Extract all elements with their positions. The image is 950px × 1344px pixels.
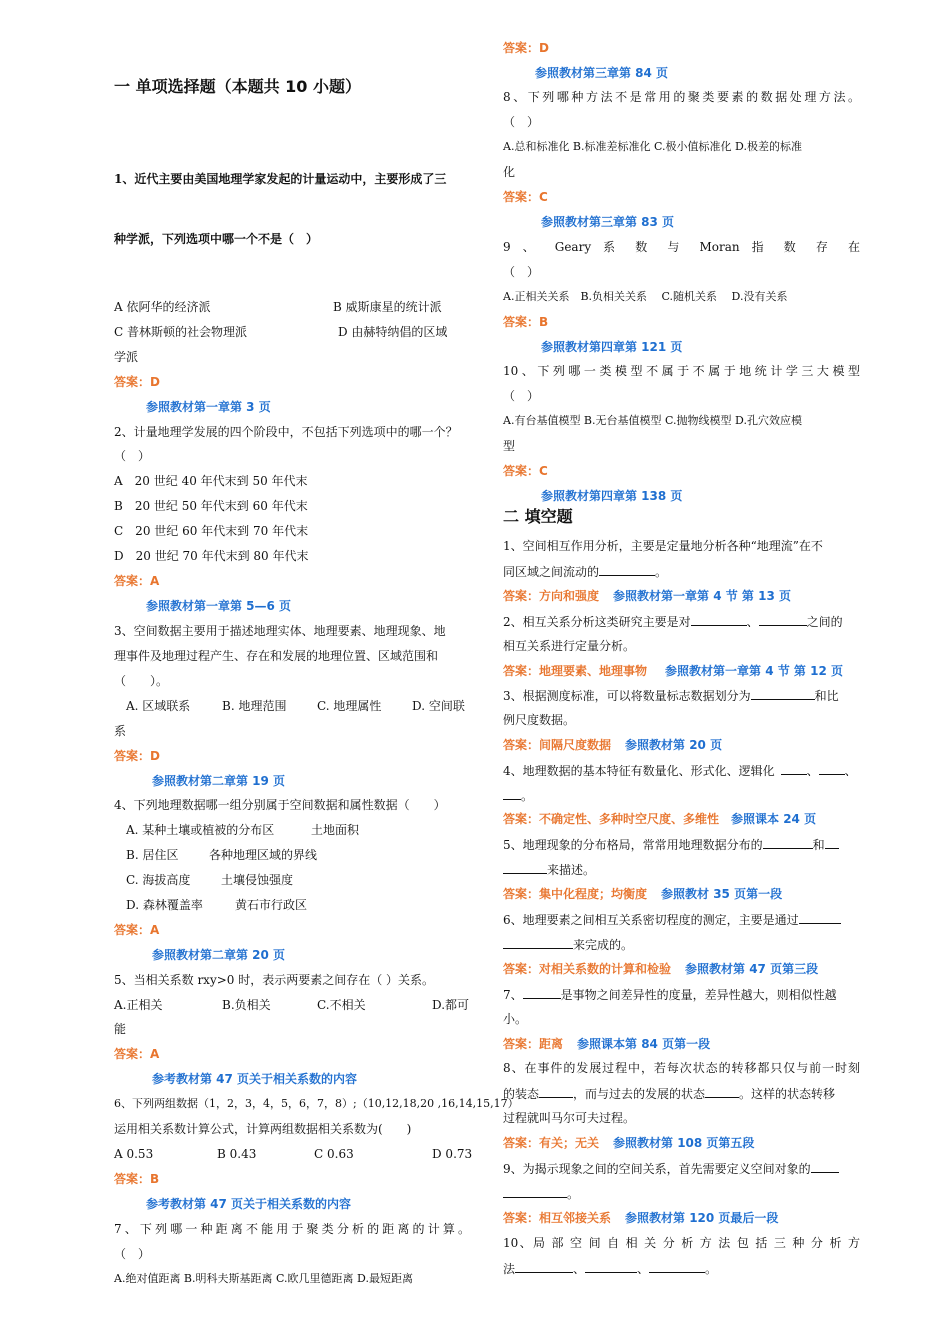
q5-option-d-cont: 能 [114, 1022, 127, 1036]
q9-stem-line1: 9 、 Geary 系 数 与 Moran 指 数 存 在 [503, 240, 860, 254]
q1-answer-label: 答案： [114, 375, 151, 389]
q2-answer: A [150, 574, 160, 588]
q4-option-d-attr: 黄石市行政区 [235, 898, 308, 912]
f5-text-end: 来描述。 [547, 863, 596, 877]
q3-option-c: C. 地理属性 [317, 699, 382, 713]
f1-answer: 方向和强度 [539, 589, 600, 603]
f6-text-end: 来完成的。 [573, 938, 634, 952]
f4-line1 [503, 762, 860, 779]
f8-answer: 有关；无关 [539, 1136, 600, 1150]
q4-option-d: D. 森林覆盖率 [126, 898, 203, 912]
q5-answer-label: 答案： [114, 1047, 151, 1061]
f9-blank-a [811, 1160, 839, 1173]
f4-blank-3 [503, 787, 521, 800]
f7-blank [523, 986, 561, 999]
f4-blank-1 [781, 762, 807, 775]
f2-text-end: 之间的 [806, 615, 843, 629]
q4-option-b-attr: 各种地理区域的界线 [209, 848, 318, 862]
f6-text: 6、地理要素之间相互关系密切程度的测定，主要是通过 [503, 913, 799, 927]
f1-line1: 1、空间相互作用分析，主要是定量地分析各种“地理流”在不 [503, 539, 823, 553]
f9-blank [503, 1185, 567, 1198]
q3-stem-line3: （ ）。 [114, 674, 169, 688]
section-title-fill-blank: 二 填空题 [503, 507, 573, 526]
f1-line2 [503, 563, 860, 580]
q5-reference: 参考教材第 47 页关于相关系数的内容 [152, 1072, 358, 1086]
q4-option-a: A. 某种土壤或植被的分布区 [126, 823, 275, 837]
f7-text: 是事物之间差异性的度量，差异性越大，则相似性越 [560, 988, 837, 1002]
f1-reference: 参照教材第一章第 4 节 第 13 页 [613, 589, 791, 603]
q1-answer: D [150, 375, 160, 389]
f8-blank-2 [705, 1085, 739, 1098]
q5-option-a: A.正相关 [114, 998, 163, 1012]
f1-blank [599, 563, 655, 576]
f9-line1 [503, 1160, 860, 1177]
f7-text-start: 7、 [503, 988, 523, 1002]
q10-stem-line2: （ ） [503, 389, 540, 403]
q3-option-d: D. 空间联 [412, 699, 465, 713]
q8-stem-line2: （ ） [503, 115, 540, 129]
f4-separator-1: 、 [806, 764, 819, 778]
f5-blank-2 [503, 861, 547, 874]
f10-separator-1: 、 [573, 1262, 586, 1276]
q2-stem-line2: （ ） [114, 449, 151, 463]
q6-option-a: A 0.53 [114, 1147, 154, 1161]
f2-answer: 地理要素、地理事物 [539, 664, 648, 678]
f8-answer-label: 答案： [503, 1136, 540, 1150]
f3-reference: 参照教材第 20 页 [625, 738, 723, 752]
f3-text: 3、根据测度标准，可以将数量标志数据划分为 [503, 689, 751, 703]
f7-answer: 距离 [539, 1037, 564, 1051]
q6-reference: 参考教材第 47 页关于相关系数的内容 [146, 1197, 352, 1211]
q10-stem-line1: 10、下列哪一类模型不属于不属于地统计学三大模型 [503, 364, 860, 378]
section-title-single-choice: 一 单项选择题（本题共 10 小题） [114, 77, 361, 96]
q4-option-b: B. 居住区 [126, 848, 179, 862]
q9-options: A.正相关关系 B.负相关关系 C.随机关系 D.没有关系 [503, 290, 788, 303]
f10-blank-3 [649, 1260, 705, 1273]
f10-text-end: 。 [705, 1262, 718, 1276]
q9-answer-label: 答案： [503, 315, 540, 329]
q4-option-c: C. 海拔高度 [126, 873, 191, 887]
q8-answer-label: 答案： [503, 190, 540, 204]
q10-options-cont: 型 [503, 439, 516, 453]
f5-reference: 参照教材 35 页第一段 [661, 887, 783, 901]
q7-options: A.绝对值距离 B.明科夫斯基距离 C.欧几里德距离 D.最短距离 [114, 1272, 413, 1285]
q5-answer: A [150, 1047, 160, 1061]
f7-answer-label: 答案： [503, 1037, 540, 1051]
q3-option-a: A. 区域联系 [126, 699, 191, 713]
f8-line3: 过程就叫马尔可夫过程。 [503, 1111, 636, 1125]
f8-line1: 8、在事件的发展过程中，若每次状态的转移都只仅与前一时刻 [503, 1061, 860, 1075]
q2-option-c: C 20 世纪 60 年代末到 70 年代末 [114, 524, 309, 538]
q7-stem-line1: 7、下列哪一种距离不能用于聚类分析的距离的计算。 [114, 1222, 470, 1236]
f2-line2: 相互关系进行定量分析。 [503, 639, 636, 653]
q10-options: A.有台基值模型 B.无台基值模型 C.抛物线模型 D.孔穴效应模 [503, 414, 802, 427]
q6-option-c: C 0.63 [314, 1147, 354, 1161]
f6-blank-a [799, 911, 841, 924]
f2-answer-label: 答案： [503, 664, 540, 678]
q2-option-a: A 20 世纪 40 年代末到 50 年代末 [114, 474, 308, 488]
q4-answer: A [150, 923, 160, 937]
q6-option-b: B 0.43 [217, 1147, 257, 1161]
f10-blank-1 [515, 1260, 573, 1273]
f10-text: 法 [503, 1262, 516, 1276]
f10-separator-2: 、 [637, 1262, 650, 1276]
q3-stem-line2: 理事件及地理过程产生、存在和发展的地理位置、区域范围和 [114, 649, 439, 663]
f3-line2: 例尺度数据。 [503, 713, 576, 727]
q2-answer-label: 答案： [114, 574, 151, 588]
q5-option-c: C.不相关 [317, 998, 366, 1012]
q6-stem-line1: 6、下列两组数据（1，2，3，4，5，6，7，8）;（10,12,18,20 ,16,14,15,17） [114, 1097, 519, 1110]
q8-stem-line1: 8、下列哪种方法不是常用的聚类要素的数据处理方法。 [503, 90, 860, 104]
q4-answer-label: 答案： [114, 923, 151, 937]
q6-stem-line2: 运用相关系数计算公式，计算两组数据相关系数为( ) [114, 1122, 412, 1136]
q1-option-d-cont: 学派 [114, 350, 139, 364]
f2-reference: 参照教材第一章第 4 节 第 12 页 [665, 664, 843, 678]
f4-answer: 不确定性、多种时空尺度、多维性 [539, 812, 720, 826]
f9-answer-label: 答案： [503, 1211, 540, 1225]
q1-option-a: A 依阿华的经济派 [114, 300, 211, 314]
f2-blank-2 [759, 613, 807, 626]
q3-answer: D [150, 749, 160, 763]
q2-option-b: B 20 世纪 50 年代末到 60 年代末 [114, 499, 308, 513]
f6-line2 [503, 936, 860, 953]
f4-answer-label: 答案： [503, 812, 540, 826]
f3-blank [751, 687, 815, 700]
f6-answer: 对相关系数的计算和检验 [539, 962, 672, 976]
f8-line2 [503, 1085, 860, 1102]
f2-line1 [503, 613, 860, 630]
q8-options-cont: 化 [503, 165, 516, 179]
q1-option-c: C 普林斯顿的社会物理派 [114, 325, 247, 339]
f8-text: 的装态 [503, 1087, 540, 1101]
f9-line2 [503, 1185, 860, 1202]
q1-stem-line1: 1、近代主要由美国地理学家发起的计量运动中，主要形成了三 [114, 172, 447, 186]
f2-text: 2、相互关系分析这类研究主要是对 [503, 615, 691, 629]
f1-answer-label: 答案： [503, 589, 540, 603]
q5-option-b: B.负相关 [222, 998, 271, 1012]
q10-reference: 参照教材第四章第 138 页 [541, 489, 683, 503]
q8-options: A.总和标准化 B.标准差标准化 C.极小值标准化 D.极差的标准 [503, 140, 802, 153]
f4-line2 [503, 787, 860, 804]
q8-answer: C [539, 190, 548, 204]
f9-text: 9、为揭示现象之间的空间关系，首先需要定义空间对象的 [503, 1162, 811, 1176]
f4-text-end: 。 [521, 789, 534, 803]
q5-option-d: D.都可 [432, 998, 470, 1012]
q7-reference: 参照教材第三章第 84 页 [535, 66, 669, 80]
q1-reference: 参照教材第一章第 3 页 [146, 400, 271, 414]
q2-stem-line1: 2、计量地理学发展的四个阶段中，不包括下列选项中的哪一个？ [114, 425, 458, 439]
q10-answer: C [539, 464, 548, 478]
q5-stem: 5、当相关系数 rxy>0 时，表示两要素之间存在（ ）关系。 [114, 973, 435, 987]
f6-line1 [503, 911, 860, 928]
f10-blank-2 [585, 1260, 637, 1273]
f9-answer: 相互邻接关系 [539, 1211, 612, 1225]
f5-blank-1 [763, 836, 813, 849]
f3-line1 [503, 687, 860, 704]
f2-separator: 、 [746, 615, 759, 629]
f5-text: 5、地理现象的分布格局，常常用地理数据分布的 [503, 838, 763, 852]
q3-option-b: B. 地理范围 [222, 699, 287, 713]
f6-reference: 参照教材第 47 页第三段 [685, 962, 819, 976]
f5-separator: 和 [812, 838, 825, 852]
f9-text-end: 。 [567, 1187, 580, 1201]
f7-line2: 小。 [503, 1012, 528, 1026]
q4-stem: 4、下列地理数据哪一组分别属于空间数据和属性数据（ ） [114, 798, 446, 812]
q4-option-a-attr: 土地面积 [311, 823, 360, 837]
q2-option-d: D 20 世纪 70 年代末到 80 年代末 [114, 549, 309, 563]
f6-answer-label: 答案： [503, 962, 540, 976]
f5-line1 [503, 836, 860, 853]
q1-option-d: D 由赫特纳倡的区域 [338, 325, 448, 339]
q3-reference: 参照教材第二章第 19 页 [152, 774, 286, 788]
f8-reference: 参照教材第 108 页第五段 [613, 1136, 755, 1150]
f3-answer-label: 答案： [503, 738, 540, 752]
f1-text: 同区域之间流动的 [503, 565, 600, 579]
f4-reference: 参照课本 24 页 [731, 812, 817, 826]
f10-line1: 10、局 部 空 间 自 相 关 分 析 方 法 包 括 三 种 分 析 方 [503, 1236, 860, 1250]
q4-reference: 参照教材第二章第 20 页 [152, 948, 286, 962]
q7-answer-label: 答案： [503, 41, 540, 55]
q3-option-d-cont: 系 [114, 724, 127, 738]
f10-line2 [503, 1260, 860, 1277]
f8-blank-1 [539, 1085, 573, 1098]
f2-blank-1 [691, 613, 747, 626]
q10-answer-label: 答案： [503, 464, 540, 478]
q3-answer-label: 答案： [114, 749, 151, 763]
q6-answer-label: 答案： [114, 1172, 151, 1186]
q9-answer: B [539, 315, 549, 329]
f4-blank-2 [819, 762, 845, 775]
q2-reference: 参照教材第一章第 5—6 页 [146, 599, 292, 613]
q7-stem-line2: （ ） [114, 1247, 151, 1261]
q4-option-c-attr: 土壤侵蚀强度 [221, 873, 294, 887]
f7-line1 [503, 986, 860, 1003]
q1-stem-line2: 种学派，下列选项中哪一个不是（ ） [114, 232, 319, 246]
f5-blank-2a [825, 836, 839, 849]
f5-answer-label: 答案： [503, 887, 540, 901]
f5-answer: 集中化程度；均衡度 [539, 887, 648, 901]
q7-answer: D [539, 41, 549, 55]
q3-stem-line1: 3、空间数据主要用于描述地理实体、地理要素、地理现象、地 [114, 624, 446, 638]
q9-stem-line2: （ ） [503, 265, 540, 279]
f8-text-end: 。这样的状态转移 [739, 1087, 836, 1101]
f3-text-end: 和比 [814, 689, 839, 703]
q6-answer: B [150, 1172, 160, 1186]
f5-line2 [503, 861, 860, 878]
f9-reference: 参照教材第 120 页最后一段 [625, 1211, 779, 1225]
f1-text-end: 。 [655, 565, 668, 579]
f4-text: 4、地理数据的基本特征有数量化、形式化、逻辑化 [503, 764, 775, 778]
f4-separator-2: 、 [844, 764, 857, 778]
f3-answer: 间隔尺度数据 [539, 738, 612, 752]
q9-reference: 参照教材第四章第 121 页 [541, 340, 683, 354]
q1-option-b: B 威斯康星的统计派 [333, 300, 442, 314]
f7-reference: 参照课本第 84 页第一段 [577, 1037, 711, 1051]
f6-blank [503, 936, 573, 949]
q8-reference: 参照教材第三章第 83 页 [541, 215, 675, 229]
q6-option-d: D 0.73 [432, 1147, 473, 1161]
f8-text-mid: ，而与过去的发展的状态 [573, 1087, 706, 1101]
